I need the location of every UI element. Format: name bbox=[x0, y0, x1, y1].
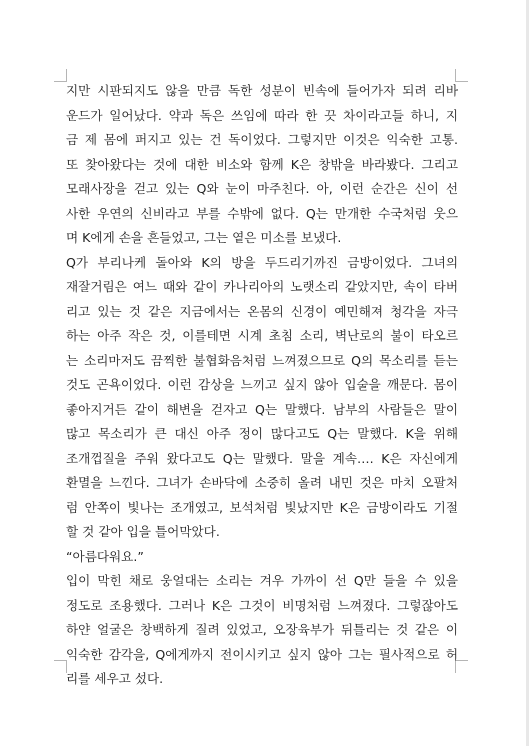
text-line: 익숙한 감각을, Q에게까지 전이시키고 싶지 않아 그는 필사적으로 허 bbox=[66, 646, 458, 662]
text-line: 며 K에게 손을 흔들었고, 그는 옅은 미소를 보냈다. bbox=[66, 230, 342, 245]
text-line: Q가 부리나케 돌아와 K의 방을 두드리기까진 금방이었다. 그녀의 bbox=[66, 254, 458, 270]
text-line: 재잘거림은 여느 때와 같이 카나리아의 노랫소리 같았지만, 속이 타버 bbox=[66, 279, 458, 294]
document-body[interactable] bbox=[66, 79, 458, 692]
text-line: 리고 있는 것 같은 지금에서는 온몸의 신경이 예민해져 청각을 자극 bbox=[66, 303, 458, 319]
text-line: 정도로 조용했다. 그러나 K은 그것이 비명처럼 느껴졌다. 그렇잖아도 bbox=[66, 597, 458, 613]
text-line: 것도 곤욕이었다. 이런 감상을 느끼고 싶지 않아 입술을 깨문다. 몸이 bbox=[66, 377, 458, 392]
text-line: 사한 우연의 신비라고 부를 수밖에 없다. Q는 만개한 수국처럼 웃으 bbox=[66, 205, 458, 221]
text-line: 럼 안쪽이 빛나는 조개였고, 보석처럼 빛났지만 K은 금방이라도 기절 bbox=[66, 499, 458, 515]
text-line: 많고 목소리가 큰 대신 아주 정이 많다고도 Q는 말했다. K을 위해 bbox=[66, 426, 458, 441]
text-line: 리를 세우고 섰다. bbox=[66, 671, 164, 686]
text-line: 좋아지거든 같이 해변을 걷자고 Q는 말했다. 남부의 사람들은 말이 bbox=[66, 401, 458, 417]
text-line: 하얀 얼굴은 창백하게 질려 있었고, 오장육부가 뒤틀리는 것 같은 이 bbox=[66, 622, 458, 637]
text-line: 금 제 몸에 퍼지고 있는 건 독이었다. 그렇지만 이것은 익숙한 고통. bbox=[66, 132, 458, 147]
text-line: 모래사장을 걷고 있는 Q와 눈이 마주친다. 아, 이런 순간은 신이 선 bbox=[66, 181, 458, 196]
text-line: 환멸을 느낀다. 그녀가 손바닥에 소중히 올려 내민 것은 마치 오팔처 bbox=[66, 475, 458, 490]
text-line: 또 찾아왔다는 것에 대한 비소와 함께 K은 창밖을 바라봤다. 그리고 bbox=[66, 156, 458, 172]
text-line: 조개껍질을 주워 왔다고도 Q는 말했다. 말을 계속…. K은 자신에게 bbox=[66, 450, 458, 466]
text-line: “아름다워요.” bbox=[66, 548, 144, 564]
text-line: 하는 아주 작은 것, 이를테면 시계 초침 소리, 벽난로의 불이 타오르 bbox=[66, 328, 458, 343]
text-line: 는 소리마저도 끔찍한 불협화음처럼 느껴졌으므로 Q의 목소리를 듣는 bbox=[66, 352, 458, 368]
text-line: 지만 시판되지도 않을 만큼 독한 성분이 빈속에 들어가자 되려 리바 bbox=[66, 83, 458, 98]
text-line: 할 것 같아 입을 틀어막았다. bbox=[66, 524, 220, 539]
text-line: 운드가 일어났다. 약과 독은 쓰임에 따라 한 끗 차이라고들 하니, 지 bbox=[66, 107, 458, 123]
text-line: 입이 막힌 채로 웅얼대는 소리는 겨우 가까이 선 Q만 들을 수 있을 bbox=[66, 573, 458, 588]
